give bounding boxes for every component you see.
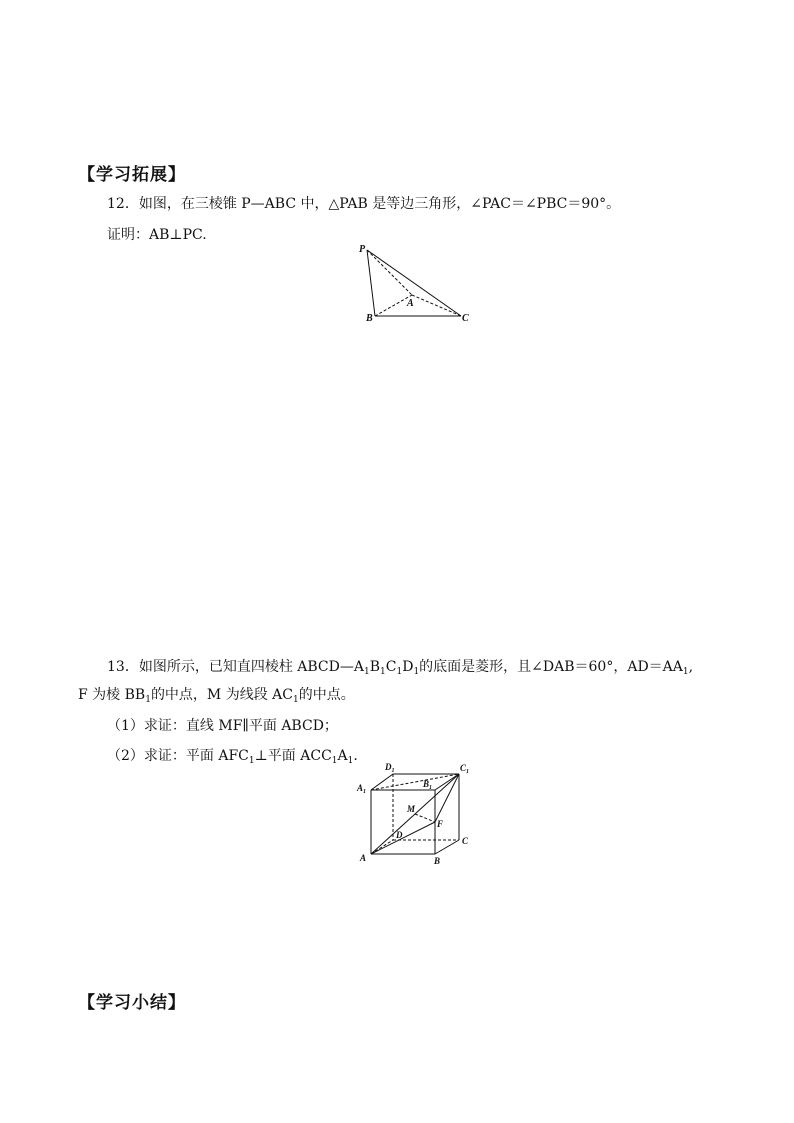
svg-text:C1: $C_1$ [460, 763, 470, 775]
q13-statement-line1: 13．如图所示，已知直四棱柱 $ABCD—A_1B_1C_1D_1$的底面是菱形，且∠DAB＝60°，$AD=AA_1$, [107, 659, 694, 677]
svg-text:C: C [462, 836, 469, 846]
svg-text:B1: $B_1$ [423, 779, 433, 791]
label-c: C [462, 313, 469, 324]
label-b: B [366, 313, 373, 324]
edge-pa-hidden [367, 250, 412, 295]
svg-text:M: M [407, 804, 416, 814]
svg-text:D: D [396, 830, 403, 840]
label-p: P [359, 244, 366, 255]
q13-statement-line2: F 为棱 $BB_1$的中点，M 为线段 $AC_1$的中点。 [78, 687, 355, 705]
edge-pb [367, 250, 375, 316]
q12-prove: 证明：AB⊥PC. [107, 227, 207, 243]
edge-pc [367, 250, 461, 316]
svg-text:A: A [360, 853, 367, 863]
label-a: A [407, 298, 414, 309]
section-heading-summary: 【学习小结】 [78, 993, 186, 1013]
svg-text:F: F [437, 819, 444, 829]
section-heading-expand: 【学习拓展】 [78, 165, 186, 185]
q12-statement: 12．如图，在三棱锥 P—ABC 中，△PAB 是等边三角形，∠PAC＝∠PBC＝90°。 [107, 196, 621, 212]
svg-text:A1: $A_1$ [357, 783, 367, 795]
prism-figure [355, 760, 480, 868]
svg-text:D1: $D_1$ [385, 762, 395, 774]
edge-ac-hidden [412, 295, 461, 316]
svg-text:B: B [434, 856, 441, 866]
pyramid-figure [350, 240, 480, 325]
q13-part1: （1）求证：直线 MF∥平面 ABCD； [107, 718, 338, 734]
q13-part2: （2）求证：平面 $AFC_1\perp$平面 $ACC_1A_1$. [107, 748, 358, 766]
